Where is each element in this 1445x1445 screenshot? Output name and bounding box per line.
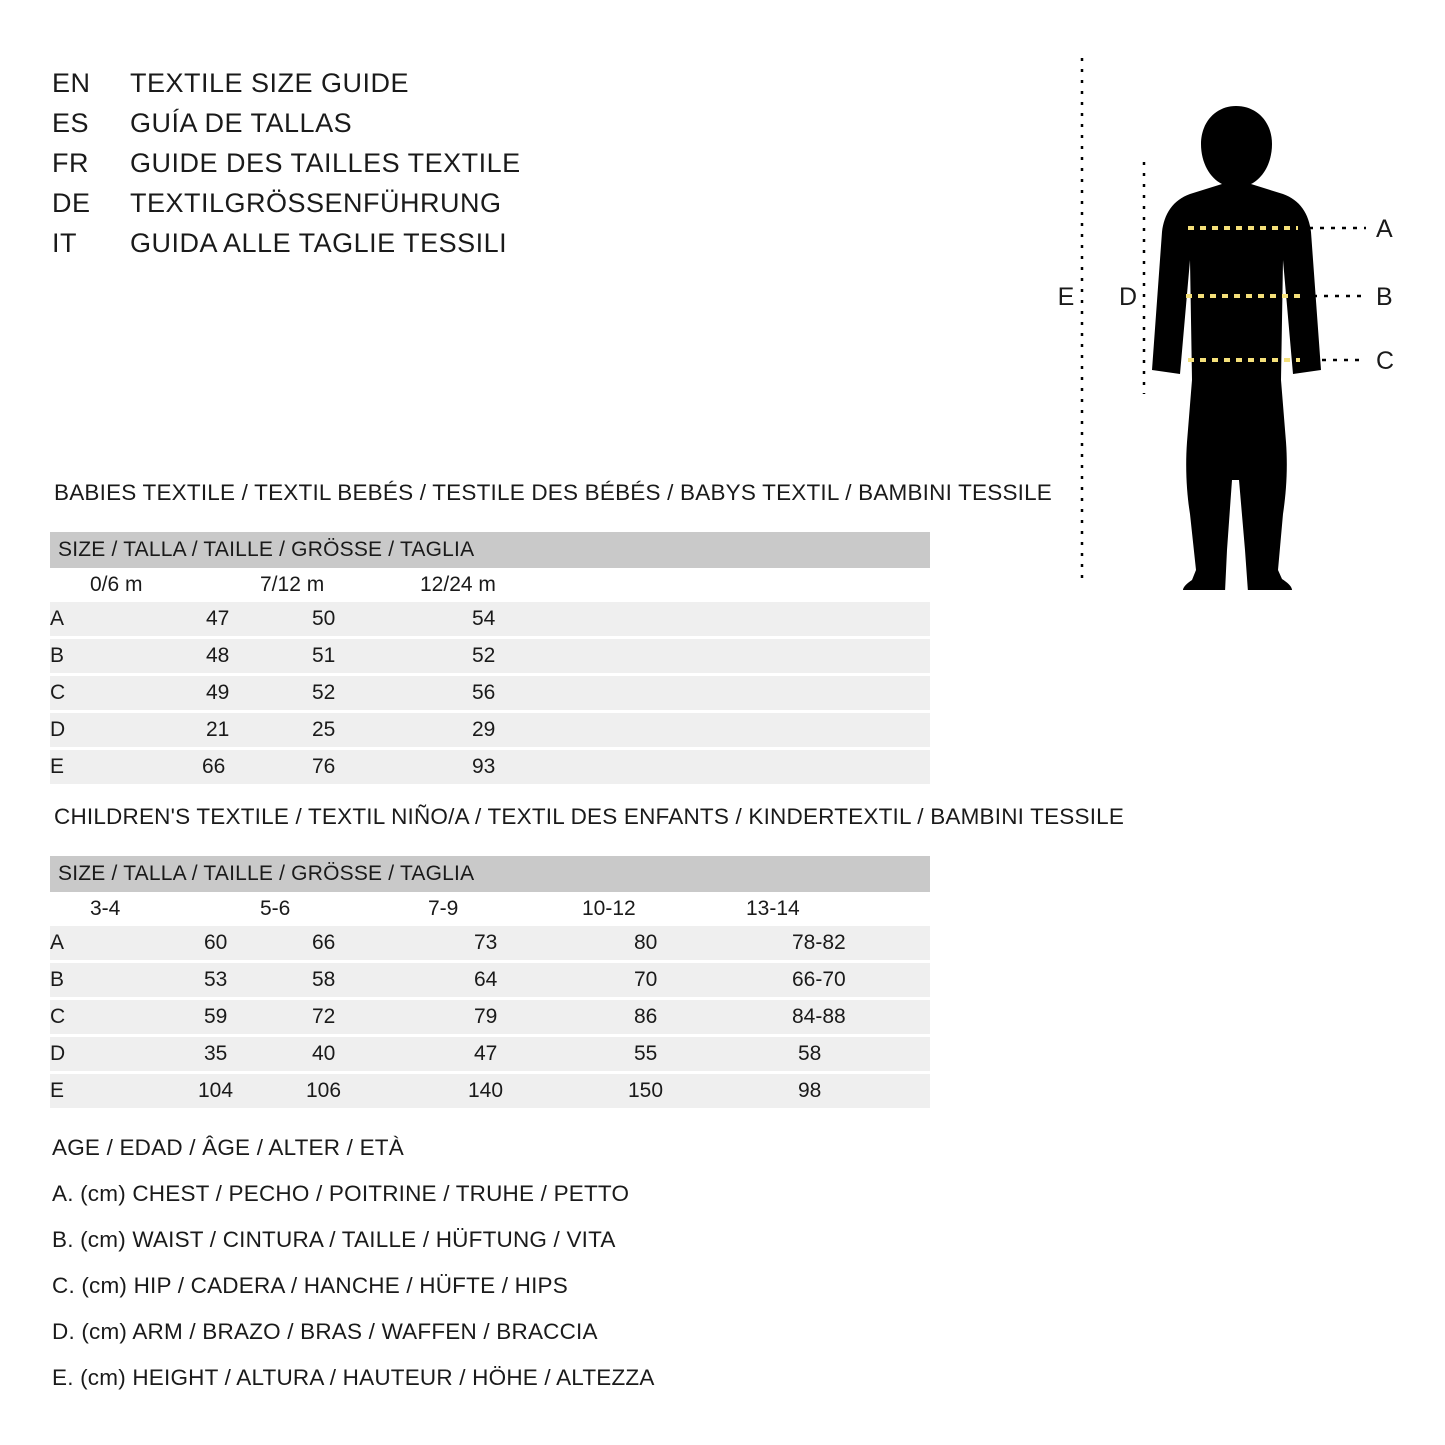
title-lang-en: EN — [52, 68, 91, 98]
table-row — [50, 602, 930, 636]
children-col-0: 3-4 — [90, 892, 260, 926]
legend-line-d: D. (cm) ARM / BRAZO / BRAS / WAFFEN / BRACCIA — [52, 1319, 598, 1344]
babies-d-0: 21 — [90, 713, 260, 747]
children-d-0: 35 — [90, 1037, 260, 1071]
children-col-1: 5-6 — [260, 892, 428, 926]
babies-d-2: 29 — [420, 713, 930, 747]
table-row — [50, 963, 930, 997]
figure-label-c: C — [1376, 347, 1395, 375]
children-d-2: 47 — [428, 1037, 582, 1071]
babies-row-label-d: D — [50, 713, 90, 747]
children-d-1: 40 — [260, 1037, 428, 1071]
babies-row-label-a: A — [50, 602, 90, 636]
babies-d-1: 25 — [260, 713, 420, 747]
children-e-1: 106 — [260, 1074, 428, 1108]
table-row — [50, 1000, 930, 1034]
children-row-label-e: E — [50, 1074, 90, 1108]
title-block — [52, 68, 672, 268]
babies-row-label-e: E — [50, 750, 90, 784]
measurement-legend — [52, 1135, 852, 1411]
title-row-en — [52, 68, 672, 99]
measurement-diagram — [1040, 50, 1420, 590]
babies-table-header: SIZE / TALLA / TAILLE / GRÖSSE / TAGLIA — [50, 532, 930, 568]
table-column-row — [50, 568, 930, 602]
table-row — [50, 713, 930, 747]
table-column-row — [50, 892, 930, 926]
title-lang-it: IT — [52, 228, 77, 258]
title-row-es — [52, 108, 672, 139]
babies-c-0: 49 — [90, 676, 260, 710]
children-c-0: 59 — [90, 1000, 260, 1034]
table-row — [50, 676, 930, 710]
babies-row-label-b: B — [50, 639, 90, 673]
babies-e-0: 66 — [90, 750, 260, 784]
babies-b-1: 51 — [260, 639, 420, 673]
figure-label-e: E — [1057, 283, 1075, 311]
title-text-it: GUIDA ALLE TAGLIE TESSILI — [130, 228, 508, 258]
children-a-1: 66 — [260, 926, 428, 960]
children-c-3: 86 — [582, 1000, 746, 1034]
babies-c-2: 56 — [420, 676, 930, 710]
legend-line-e: E. (cm) HEIGHT / ALTURA / HAUTEUR / HÖHE / ALTEZZA — [52, 1365, 655, 1390]
title-lang-es: ES — [52, 108, 90, 138]
children-c-2: 79 — [428, 1000, 582, 1034]
babies-row-label-c: C — [50, 676, 90, 710]
legend-line-age: AGE / EDAD / ÂGE / ALTER / ETÀ — [52, 1135, 404, 1160]
title-row-it — [52, 228, 672, 259]
babies-c-1: 52 — [260, 676, 420, 710]
legend-line-a: A. (cm) CHEST / PECHO / POITRINE / TRUHE / PETTO — [52, 1181, 630, 1206]
babies-a-0: 47 — [90, 602, 260, 636]
babies-e-1: 76 — [260, 750, 420, 784]
babies-col-2: 12/24 m — [420, 568, 930, 602]
legend-line-c: C. (cm) HIP / CADERA / HANCHE / HÜFTE / HIPS — [52, 1273, 568, 1298]
children-section-heading: CHILDREN'S TEXTILE / TEXTIL NIÑO/A / TEXTIL DES ENFANTS / KINDERTEXTIL / BAMBINI TESSILE — [54, 804, 1125, 829]
table-row — [50, 1074, 930, 1108]
children-b-0: 53 — [90, 963, 260, 997]
figure-label-b: B — [1376, 283, 1393, 311]
children-c-1: 72 — [260, 1000, 428, 1034]
children-b-2: 64 — [428, 963, 582, 997]
title-text-de: TEXTILGRÖSSENFÜHRUNG — [130, 188, 502, 218]
children-col-4: 13-14 — [746, 892, 930, 926]
children-col-2: 7-9 — [428, 892, 582, 926]
children-a-2: 73 — [428, 926, 582, 960]
children-row-label-b: B — [50, 963, 90, 997]
children-a-0: 60 — [90, 926, 260, 960]
children-d-4: 58 — [746, 1037, 930, 1071]
babies-a-2: 54 — [420, 602, 930, 636]
table-row — [50, 750, 930, 784]
table-row — [50, 1037, 930, 1071]
babies-b-0: 48 — [90, 639, 260, 673]
children-row-label-c: C — [50, 1000, 90, 1034]
title-row-fr — [52, 148, 672, 179]
table-header-row — [50, 856, 930, 892]
children-a-4: 78-82 — [746, 926, 930, 960]
child-silhouette-icon — [1152, 106, 1321, 590]
column-corner — [50, 568, 90, 602]
children-a-3: 80 — [582, 926, 746, 960]
table-row — [50, 926, 930, 960]
children-e-2: 140 — [428, 1074, 582, 1108]
figure-label-d: D — [1118, 283, 1138, 311]
babies-col-0: 0/6 m — [90, 568, 260, 602]
babies-b-2: 52 — [420, 639, 930, 673]
title-row-de — [52, 188, 672, 219]
children-size-table — [50, 856, 930, 1108]
title-text-en: TEXTILE SIZE GUIDE — [130, 68, 410, 98]
babies-a-1: 50 — [260, 602, 420, 636]
children-b-1: 58 — [260, 963, 428, 997]
children-e-0: 104 — [90, 1074, 260, 1108]
children-table-header: SIZE / TALLA / TAILLE / GRÖSSE / TAGLIA — [50, 856, 930, 892]
title-text-fr: GUIDE DES TAILLES TEXTILE — [130, 148, 521, 178]
children-b-4: 66-70 — [746, 963, 930, 997]
children-d-3: 55 — [582, 1037, 746, 1071]
children-c-4: 84-88 — [746, 1000, 930, 1034]
children-e-3: 150 — [582, 1074, 746, 1108]
title-text-es: GUÍA DE TALLAS — [130, 108, 353, 138]
title-lang-fr: FR — [52, 148, 89, 178]
children-e-4: 98 — [746, 1074, 930, 1108]
children-row-label-d: D — [50, 1037, 90, 1071]
table-row — [50, 639, 930, 673]
babies-section-heading: BABIES TEXTILE / TEXTIL BEBÉS / TESTILE DES BÉBÉS / BABYS TEXTIL / BAMBINI TESSILE — [54, 480, 1053, 505]
babies-e-2: 93 — [420, 750, 930, 784]
title-lang-de: DE — [52, 188, 91, 218]
children-b-3: 70 — [582, 963, 746, 997]
babies-size-table — [50, 532, 930, 784]
table-header-row — [50, 532, 930, 568]
column-corner — [50, 892, 90, 926]
children-row-label-a: A — [50, 926, 90, 960]
babies-col-1: 7/12 m — [260, 568, 420, 602]
figure-label-a: A — [1376, 215, 1393, 243]
legend-line-b: B. (cm) WAIST / CINTURA / TAILLE / HÜFTUNG / VITA — [52, 1227, 616, 1252]
children-col-3: 10-12 — [582, 892, 746, 926]
